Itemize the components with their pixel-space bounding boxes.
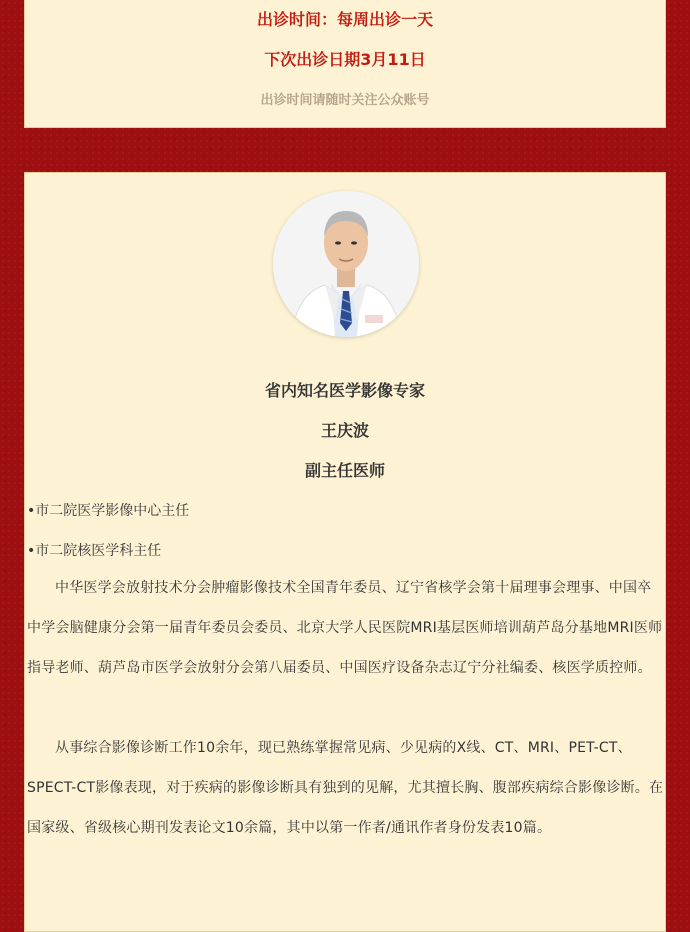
schedule-card [24,0,666,128]
next-visit-date: 下次出诊日期3月11日 [264,50,426,69]
doctor-avatar [273,191,419,337]
expert-title: 省内知名医学影像专家 [264,381,425,400]
bullet-item: •市二院核医学科主任 [27,543,162,559]
doctor-profile-card [24,172,666,932]
doctor-position: 副主任医师 [304,461,385,480]
doctor-name: 王庆波 [320,421,369,440]
bullet-item: •市二院医学影像中心主任 [27,503,190,519]
schedule-time: 出诊时间：每周出诊一天 [256,10,433,29]
bio-paragraph: 中华医学会放射技术分会肿瘤影像技术全国青年委员、辽宁省核学会第十届理事会理事、中国卒中学会脑健康分会第一届青年委员会委员、北京大学人民医院MRI基层医师培训葫芦岛分基地MRI医师指导老师、葫芦岛市医学会放射分会第八届委员、中国医疗设备杂志辽宁分社编委、核医学质控师。 [27,580,663,676]
schedule-notice: 出诊时间请随时关注公众账号 [260,93,430,108]
bio-paragraph: 从事综合影像诊断工作10余年，现已熟练掌握常见病、少见病的X线、CT、MRI、PET-CT、SPECT-CT影像表现，对于疾病的影像诊断具有独到的见解，尤其擅长胸、腹部疾病综合影像诊断。在国家级、省级核心期刊发表论文10余篇，其中以第一作者/通讯作者身份发表10篇。 [27,740,664,836]
